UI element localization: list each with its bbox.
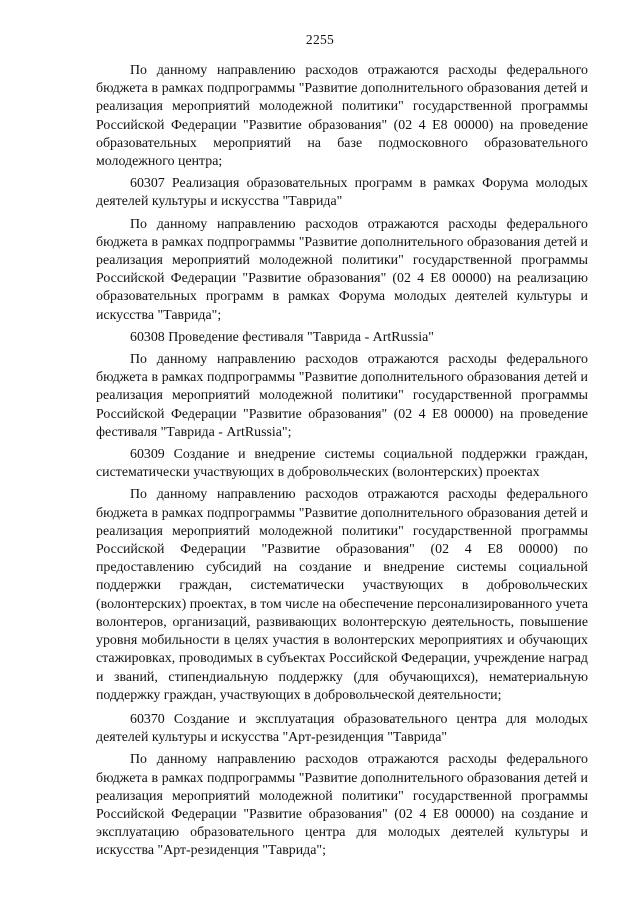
paragraph-code-heading: 60309 Создание и внедрение системы социальной поддержки граждан, систематически участвующих в добровольческих (волонтерских) проектах (96, 447, 588, 481)
paragraph-description: По данному направлению расходов отражаются расходы федерального бюджета в рамках подпрограммы "Развитие дополнительного образования детей и реализация мероприятий молодежной политики" государственной программы Российской Федерации "Развитие образования" (02 4 Е8 00000) по предоставлению субсидий на создание и внедрение системы социальной поддержки граждан, систематически участвующих в добровольческих (волонтерских) проектах, в том числе на обеспечение персонализированного учета волонтеров, организаций, развивающих волонтерскую деятельность, повышение уровня мобильности в целях участия в волонтерских мероприятиях и обучающих стажировках, проводимых в субъектах Российской Федерации, учреждение наград и званий, стипендиальную поддержку (для обучающихся), нематериальную поддержку граждан, участвующих в добровольческой деятельности; (96, 487, 588, 703)
paragraph-code-heading: 60308 Проведение фестиваля "Таврида - ArtRussia" (130, 329, 434, 345)
paragraph-code-heading: 60370 Создание и эксплуатация образовательного центра для молодых деятелей культуры и искусства "Арт-резиденция "Таврида" (96, 711, 588, 746)
paragraph-description: По данному направлению расходов отражаются расходы федерального бюджета в рамках подпрограммы "Развитие дополнительного образования детей и реализация мероприятий молодежной политики" государственной программы Российской Федерации "Развитие образования" (02 4 Е8 00000) на проведение фестиваля "Таврида - ArtRussia"; (96, 352, 588, 440)
paragraph-description: По данному направлению расходов отражаются расходы федерального бюджета в рамках подпрограммы "Развитие дополнительного образования детей и реализация мероприятий молодежной политики" государственной программы Российской Федерации "Развитие образования" (02 4 Е8 00000) на реализацию образовательных программ в рамках Форума молодых деятелей культуры и искусства "Таврида"; (96, 216, 588, 323)
paragraph-description: По данному направлению расходов отражаются расходы федерального бюджета в рамках подпрограммы "Развитие дополнительного образования детей и реализация мероприятий молодежной политики" государственной программы Российской Федерации "Развитие образования" (02 4 Е8 00000) на создание и эксплуатацию образовательного центра для молодых деятелей культуры и искусства "Арт-резиденция "Таврида"; (96, 752, 588, 859)
page-number: 2255 (305, 32, 335, 47)
document-body (96, 62, 588, 861)
paragraph-description: По данному направлению расходов отражаются расходы федерального бюджета в рамках подпрограммы "Развитие дополнительного образования детей и реализация мероприятий молодежной политики" государственной программы Российской Федерации "Развитие образования" (02 4 Е8 00000) на проведение образовательных мероприятий на базе подмосковного образовательного молодежного центра; (96, 63, 588, 170)
paragraph-code-heading: 60307 Реализация образовательных программ в рамках Форума молодых деятелей культуры и искусства "Таврида" (96, 176, 588, 210)
